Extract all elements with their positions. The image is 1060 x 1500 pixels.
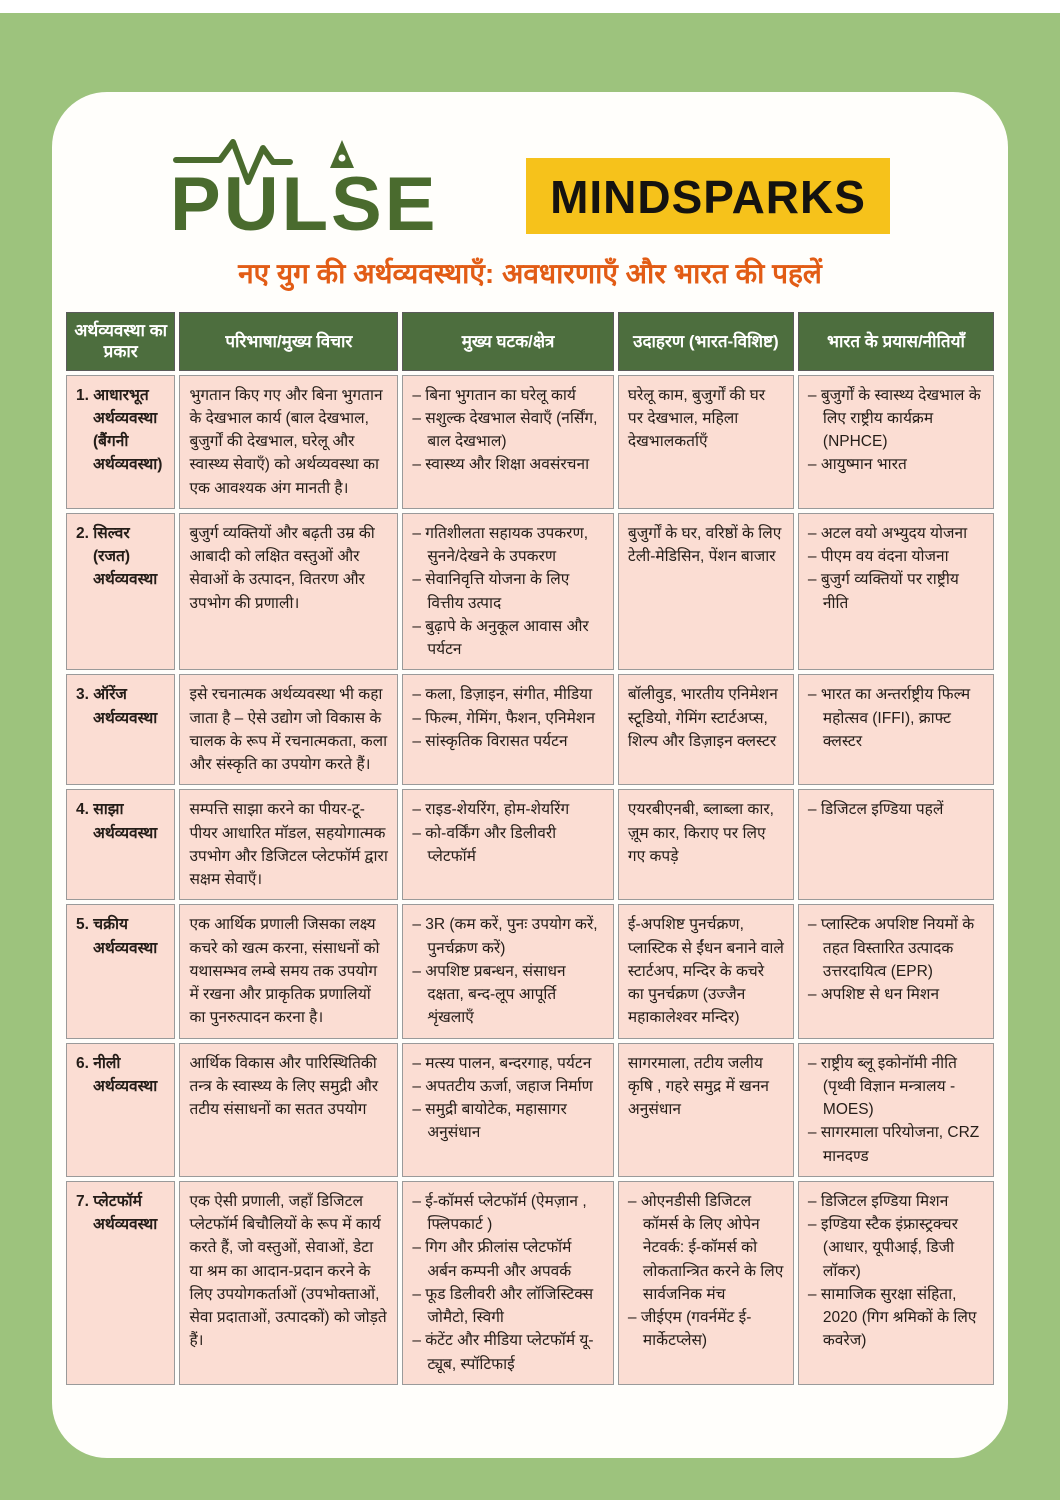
cell-line: – भारत का अन्तर्राष्ट्रीय फिल्म महोत्सव (IFFI), क्राफ्ट क्लस्टर [807, 686, 971, 750]
cell-line: – बुजुर्ग व्यक्तियों पर राष्ट्रीय नीति [807, 571, 959, 612]
policies-cell [798, 789, 994, 900]
economy-type-text: 1. आधारभूत अर्थव्यवस्था (बैंगनी अर्थव्यवस्था) [76, 386, 163, 474]
economy-type-cell [66, 1043, 175, 1177]
cell-line: एयरबीएनबी, ब्लाब्ला कार, ज़ूम कार, किराए पर लिए गए कपड़े [627, 801, 774, 865]
policies-cell [798, 513, 994, 671]
components-cell [402, 375, 614, 509]
brand-text: PULSE [170, 162, 439, 240]
economy-type-text: 3. ऑरेंज अर्थव्यवस्था [76, 686, 158, 727]
brand-mark [170, 138, 510, 240]
cell-line: – सागरमाला परियोजना, CRZ मानदण्ड [807, 1124, 980, 1165]
cell-line: – अपशिष्ट प्रबन्धन, संसाधन दक्षता, बन्द-लूप आपूर्ति शृंखलाएँ [412, 962, 566, 1027]
examples-cell [618, 375, 794, 509]
top-white-strip [0, 0, 1060, 13]
cell-line: – फिल्म, गेमिंग, फैशन, एनिमेशन [412, 709, 596, 727]
brand-badge: MINDSPARKS [526, 158, 890, 234]
brand-logo [52, 138, 1008, 240]
definition-cell: भुगतान किए गए और बिना भुगतान के देखभाल कार्य (बाल देखभाल, बुजुर्गों की देखभाल, घरेलू और स्वास्थ्य सेवाएँ) को अर्थव्यवस्था का एक आवश्यक अंग मानती है। [179, 375, 398, 509]
components-cell [402, 1043, 614, 1177]
header-components: मुख्य घटक/क्षेत्र [402, 312, 614, 371]
definition-cell: इसे रचनात्मक अर्थव्यवस्था भी कहा जाता है – ऐसे उद्योग जो विकास के चालक के रूप में रचनात्मकता, कला और संस्कृति का उपयोग करते हैं। [179, 674, 398, 785]
components-cell [402, 789, 614, 900]
page-title: नए युग की अर्थव्यवस्थाएँ: अवधारणाएँ और भारत की पहलें [238, 258, 822, 289]
table-row [66, 1043, 994, 1177]
components-cell [402, 674, 614, 785]
policies-cell [798, 375, 994, 509]
table-row [66, 1181, 994, 1385]
cell-line: – 3R (कम करें, पुनः उपयोग करें, पुनर्चक्रण करें) [412, 916, 598, 957]
definition-cell: एक ऐसी प्रणाली, जहाँ डिजिटल प्लेटफॉर्म बिचौलियों के रूप में कार्य करते हैं, जो वस्तुओं, सेवाओं, डेटा या श्रम का आदान-प्रदान करने के लिए उपयोगकर्ताओं (उपभोक्ताओं, सेवा प्रदाताओं, उत्पादकों) को जोड़ते हैं। [179, 1181, 398, 1385]
cell-line: सागरमाला, तटीय जलीय कृषि , गहरे समुद्र में खनन अनुसंधान [627, 1054, 770, 1118]
examples-cell [618, 1181, 794, 1385]
cell-line: – मत्स्य पालन, बन्दरगाह, पर्यटन [412, 1054, 592, 1072]
table-body [66, 375, 994, 1385]
cell-line: – सशुल्क देखभाल सेवाएँ (नर्सिंग, बाल देखभाल) [412, 409, 598, 450]
cell-line: घरेलू काम, बुजुर्गों की घर पर देखभाल, महिला देखभालकर्ताएँ [627, 386, 766, 450]
table-row [66, 375, 994, 509]
table-row [66, 789, 994, 900]
cell-line: बॉलीवुड, भारतीय एनिमेशन स्टूडियो, गेमिंग स्टार्टअप्स, शिल्प और डिज़ाइन क्लस्टर [627, 686, 778, 750]
cell-line: – बुजुर्गों के स्वास्थ्य देखभाल के लिए राष्ट्रीय कार्यक्रम (NPHCE) [807, 386, 981, 450]
economy-type-text: 2. सिल्वर (रजत) अर्थव्यवस्था [76, 524, 158, 589]
table-row [66, 674, 994, 785]
cell-line: – इण्डिया स्टैक इंफ्रास्ट्रक्चर (आधार, यूपीआई, डिजी लॉकर) [807, 1216, 958, 1280]
policies-cell [798, 1181, 994, 1385]
cell-line: – अटल वयो अभ्युदय योजना [807, 524, 968, 542]
definition-cell: बुजुर्ग व्यक्तियों और बढ़ती उम्र की आबादी को लक्षित वस्तुओं और सेवाओं के उत्पादन, वितरण और उपभोग की प्रणाली। [179, 513, 398, 671]
economy-type-cell [66, 375, 175, 509]
cell-line: – जीईएम (गवर्नमेंट ई-मार्केटप्लेस) [627, 1309, 752, 1350]
economy-type-text: 5. चक्रीय अर्थव्यवस्था [76, 916, 158, 957]
economies-table [62, 308, 998, 1389]
examples-cell [618, 513, 794, 671]
content-card [52, 92, 1008, 1458]
policies-cell [798, 1043, 994, 1177]
cell-line: – समुद्री बायोटेक, महासागर अनुसंधान [412, 1101, 567, 1142]
economy-type-cell [66, 789, 175, 900]
economy-type-cell [66, 674, 175, 785]
cell-line: – आयुष्मान भारत [807, 456, 907, 474]
economy-type-text: 6. नीली अर्थव्यवस्था [76, 1054, 158, 1095]
economy-type-cell [66, 513, 175, 671]
cell-line: – गतिशीलता सहायक उपकरण, सुनने/देखने के उपकरण [412, 524, 589, 565]
cell-line: ई-अपशिष्ट पुनर्चक्रण, प्लास्टिक से ईंधन बनाने वाले स्टार्टअप, मन्दिर के कचरे का पुनर्चक्रण (उज्जैन महाकालेश्वर मन्दिर) [627, 916, 784, 1027]
cell-line: – राष्ट्रीय ब्लू इकोनॉमी नीति (पृथ्वी विज्ञान मन्त्रालय - MOES) [807, 1054, 957, 1118]
cell-line: – कला, डिज़ाइन, संगीत, मीडिया [412, 686, 593, 704]
cell-line: – सामाजिक सुरक्षा संहिता, 2020 (गिग श्रमिकों के लिए कवरेज) [807, 1285, 977, 1350]
components-cell [402, 513, 614, 671]
cell-line: – बुढ़ापे के अनुकूल आवास और पर्यटन [412, 617, 589, 658]
definition-cell: आर्थिक विकास और पारिस्थितिकी तन्त्र के स्वास्थ्य के लिए समुद्री और तटीय संसाधनों का सतत उपयोग [179, 1043, 398, 1177]
cell-line: – सेवानिवृत्ति योजना के लिए वित्तीय उत्पाद [412, 571, 570, 612]
cell-line: – सांस्कृतिक विरासत पर्यटन [412, 732, 568, 750]
cell-line: – स्वास्थ्य और शिक्षा अवसंरचना [412, 456, 590, 474]
economy-type-text: 4. साझा अर्थव्यवस्था [76, 801, 158, 842]
definition-cell: एक आर्थिक प्रणाली जिसका लक्ष्य कचरे को खत्म करना, संसाधनों को यथासम्भव लम्बे समय तक उपयोग में रखना और प्राकृतिक प्रणालियों का पुनरुत्पादन करना है। [179, 904, 398, 1038]
cell-line: – पीएम वय वंदना योजना [807, 548, 949, 565]
examples-cell [618, 674, 794, 785]
table-row [66, 513, 994, 671]
table-header-row [66, 312, 994, 371]
definition-cell: सम्पत्ति साझा करने का पीयर-टू-पीयर आधारित मॉडल, सहयोगात्मक उपभोग और डिजिटल प्लेटफॉर्म द्वारा सक्षम सेवाएँ। [179, 789, 398, 900]
cell-line: – राइड-शेयरिंग, होम-शेयरिंग [412, 801, 570, 819]
cell-line: – प्लास्टिक अपशिष्ट नियमों के तहत विस्तारित उत्पादक उत्तरदायित्व (EPR) [807, 916, 975, 980]
cell-line: – बिना भुगतान का घरेलू कार्य [412, 386, 576, 404]
cell-line: – डिजिटल इण्डिया पहलें [807, 801, 944, 819]
economy-type-cell [66, 904, 175, 1038]
cell-line: – गिग और फ्रीलांस प्लेटफॉर्म अर्बन कम्पनी और अपवर्क [412, 1239, 572, 1280]
cell-line: – ई-कॉमर्स प्लेटफॉर्म (ऐमज़ान , फ्लिपकार्ट ) [412, 1192, 587, 1233]
table-row [66, 904, 994, 1038]
components-cell [402, 1181, 614, 1385]
examples-cell [618, 904, 794, 1038]
policies-cell [798, 904, 994, 1038]
cell-line: – कंटेंट और मीडिया प्लेटफॉर्म यू-ट्यूब, स्पॉटिफाई [412, 1332, 594, 1373]
cell-line: – फूड डिलीवरी और लॉजिस्टिक्स जोमैटो, स्विगी [412, 1285, 594, 1326]
header-examples: उदाहरण (भारत-विशिष्ट) [618, 312, 794, 371]
economy-type-cell [66, 1181, 175, 1385]
header-definition: परिभाषा/मुख्य विचार [179, 312, 398, 371]
header-policies: भारत के प्रयास/नीतियाँ [798, 312, 994, 371]
cell-line: – अपतटीय ऊर्जा, जहाज निर्माण [412, 1077, 593, 1095]
cell-line: – को-वर्किंग और डिलीवरी प्लेटफॉर्म [412, 824, 557, 865]
policies-cell [798, 674, 994, 785]
header-economy-type: अर्थव्यवस्था का प्रकार [66, 312, 175, 371]
cell-line: बुजुर्गों के घर, वरिष्ठों के लिए टेली-मेडिसिन, पेंशन बाजार [627, 524, 782, 565]
examples-cell [618, 1043, 794, 1177]
components-cell [402, 904, 614, 1038]
cell-line: – ओएनडीसी डिजिटल कॉमर्स के लिए ओपेन नेटवर्क: ई-कॉमर्स को लोकतान्त्रित करने के लिए सार्वजनिक मंच [627, 1192, 784, 1303]
cell-line: – अपशिष्ट से धन मिशन [807, 986, 940, 1003]
examples-cell [618, 789, 794, 900]
cell-line: – डिजिटल इण्डिया मिशन [807, 1192, 949, 1210]
economy-type-text: 7. प्लेटफॉर्म अर्थव्यवस्था [76, 1192, 158, 1233]
